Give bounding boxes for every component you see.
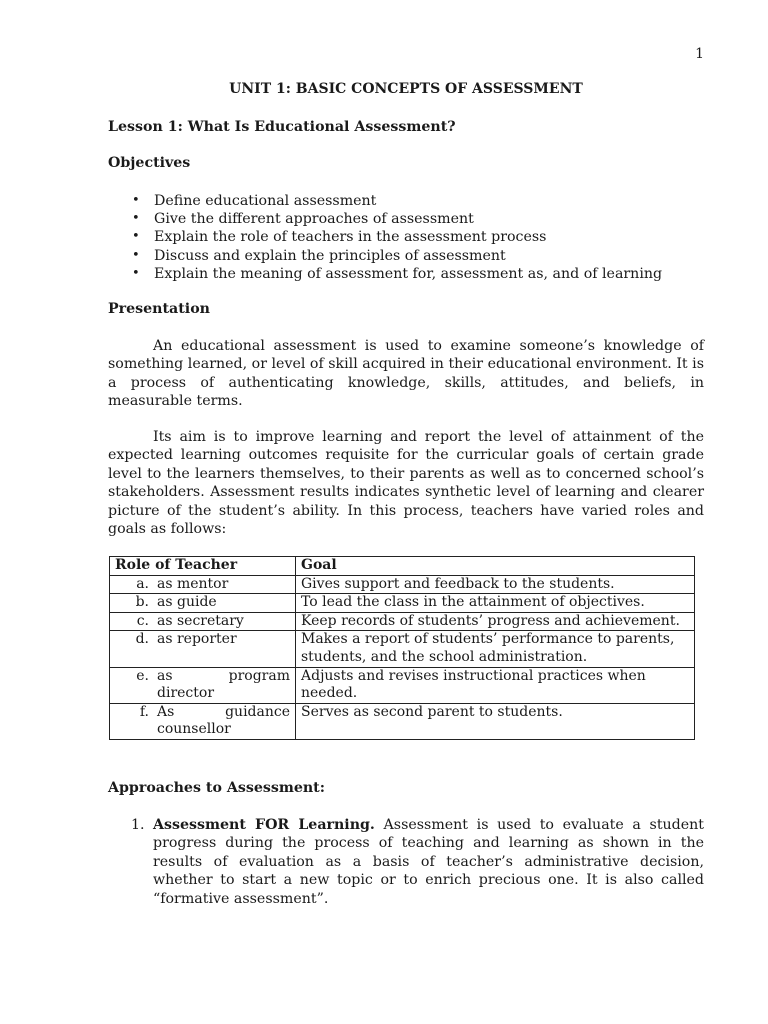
- table-row: [110, 575, 695, 594]
- role-letter: b.: [135, 594, 149, 611]
- approach-title: Assessment FOR Learning.: [153, 817, 375, 833]
- role-name: As guidance counsellor: [157, 703, 290, 738]
- objective-item: • Define educational assessment: [132, 192, 662, 210]
- teacher-roles-table: [109, 556, 695, 740]
- table-row: [110, 703, 695, 739]
- role-letter: d.: [135, 631, 149, 648]
- role-letter: a.: [136, 575, 149, 592]
- role-letter: c.: [136, 612, 149, 629]
- objective-item: • Explain the meaning of assessment for, assessment as, and of learning: [132, 265, 662, 283]
- goal-cell: Gives support and feedback to the students.: [296, 575, 695, 594]
- approach-number: 1.: [131, 817, 145, 833]
- role-name: as secretary: [157, 612, 244, 629]
- approach-item: [131, 816, 704, 908]
- role-cell: [110, 667, 296, 703]
- page-number: 1: [695, 46, 704, 62]
- approach-body: [153, 816, 704, 908]
- role-cell: [110, 575, 296, 594]
- lesson-title: Lesson 1: What Is Educational Assessment?: [108, 119, 456, 135]
- objective-item: • Give the different approaches of assessment: [132, 210, 662, 228]
- role-name: as program director: [157, 667, 290, 702]
- role-cell: [110, 703, 296, 739]
- column-header-role: Role of Teacher: [110, 557, 296, 576]
- objective-item: • Explain the role of teachers in the assessment process: [132, 228, 662, 246]
- goal-cell: Adjusts and revises instructional practices when needed.: [296, 667, 695, 703]
- role-name: as reporter: [157, 631, 237, 648]
- presentation-paragraph-2: Its aim is to improve learning and report the level of attainment of the expected learning outcomes requisite for the curricular goals of certain grade level to the learners themselves, to their parents as well as to concerned school’s stakeholders. Assessment results indicates synthetic level of learning and clearer picture of the student’s ability. In this process, teachers have varied roles and goals as follows:: [108, 429, 704, 538]
- objectives-list: [132, 192, 662, 283]
- approach-text: Assessment is used to evaluate a student progress during the process of teaching and learning as shown in the results of evaluation as a basis of teacher’s administrative decision, whether to start a new topic or to enrich precious one. It is also called “formative assessment”.: [153, 817, 704, 907]
- role-letter: f.: [139, 703, 149, 720]
- column-header-goal: Goal: [296, 557, 695, 576]
- role-cell: [110, 612, 296, 631]
- role-cell: [110, 594, 296, 613]
- unit-title: UNIT 1: BASIC CONCEPTS OF ASSESSMENT: [229, 81, 583, 97]
- objective-item: • Discuss and explain the principles of assessment: [132, 247, 662, 265]
- objectives-heading: Objectives: [108, 155, 191, 171]
- table-row: [110, 594, 695, 613]
- role-name: as guide: [157, 594, 217, 611]
- role-cell: [110, 631, 296, 667]
- table-row: [110, 631, 695, 667]
- table-row: [110, 667, 695, 703]
- approaches-heading: Approaches to Assessment:: [108, 780, 325, 796]
- goal-cell: Serves as second parent to students.: [296, 703, 695, 739]
- goal-cell: Makes a report of students’ performance to parents, students, and the school administration.: [296, 631, 695, 667]
- role-name: as mentor: [157, 575, 229, 592]
- table-header-row: [110, 557, 695, 576]
- presentation-paragraph-1: An educational assessment is used to examine someone’s knowledge of something learned, or level of skill acquired in their educational environment. It is a process of authenticating knowledge, skills, attitudes, and beliefs, in measurable terms.: [108, 338, 704, 410]
- table-row: [110, 612, 695, 631]
- presentation-heading: Presentation: [108, 301, 210, 317]
- goal-cell: To lead the class in the attainment of objectives.: [296, 594, 695, 613]
- goal-cell: Keep records of students’ progress and achievement.: [296, 612, 695, 631]
- role-letter: e.: [136, 667, 149, 684]
